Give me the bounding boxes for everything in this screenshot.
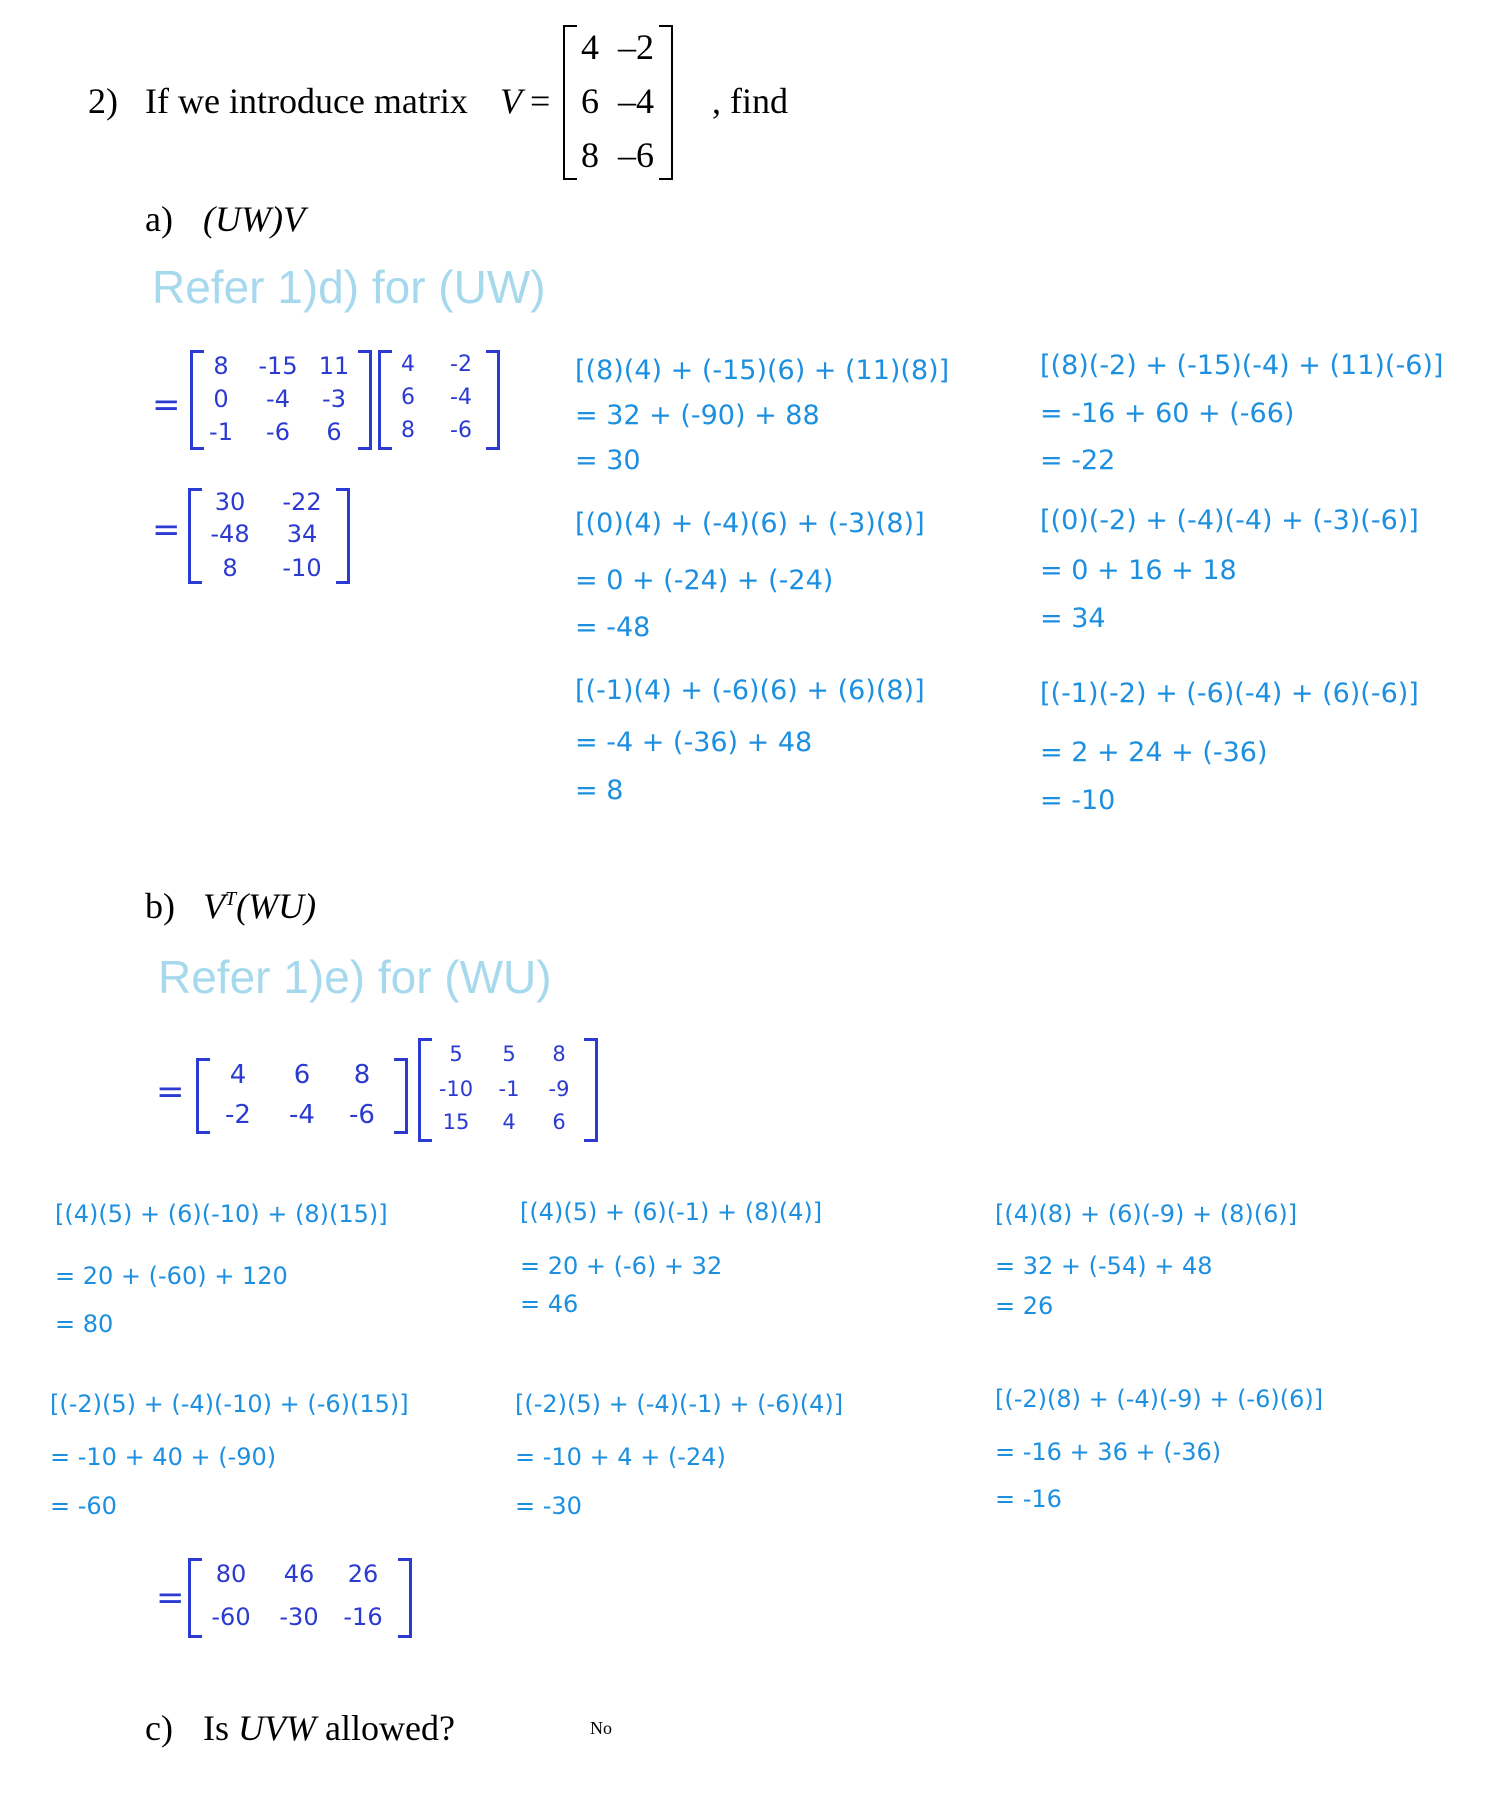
- work-answer: = -30: [515, 1492, 582, 1520]
- work-step: = -10 + 40 + (-90): [50, 1443, 277, 1471]
- matrix-v-hw-cell: -2: [450, 352, 472, 377]
- work-answer: = -10: [1040, 785, 1116, 816]
- work-expression: [(-1)(-2) + (-6)(-4) + (6)(-6)]: [1040, 678, 1419, 709]
- part-a-result-cell: 34: [286, 520, 318, 548]
- work-step: = -10 + 4 + (-24): [515, 1443, 726, 1471]
- part-b-eq-sign: =: [156, 1072, 185, 1112]
- work-step: = 32 + (-90) + 88: [575, 400, 820, 431]
- work-step: = -16 + 36 + (-36): [995, 1438, 1222, 1466]
- part-b-expr-base: V: [203, 886, 225, 926]
- work-expression: [(-2)(5) + (-4)(-10) + (-6)(15)]: [50, 1390, 409, 1418]
- part-b-result-cell: 46: [283, 1560, 315, 1588]
- part-a-refer-note: Refer 1)d) for (UW): [152, 261, 546, 313]
- matrix-uw-cell: -15: [258, 352, 298, 380]
- work-step: = 0 + 16 + 18: [1040, 555, 1237, 586]
- matrix-v-cell: –4: [618, 81, 654, 121]
- work-answer: = 30: [575, 445, 641, 476]
- matrix-uw-cell: -3: [322, 385, 346, 413]
- work-answer: = 34: [1040, 603, 1106, 634]
- matrix-uw-cell: -4: [266, 385, 290, 413]
- work-answer: = 80: [55, 1310, 114, 1338]
- part-a-result-right-bracket: [336, 488, 350, 584]
- matrix-vt-cell: 4: [229, 1060, 247, 1090]
- matrix-wu-cell: 5: [502, 1042, 516, 1066]
- problem-intro: If we introduce matrix: [145, 81, 468, 121]
- part-b-result-cell: -60: [211, 1603, 251, 1631]
- matrix-v-cell: –2: [618, 27, 654, 67]
- matrix-uw-cell: 0: [213, 385, 229, 413]
- matrix-uw-cell: -6: [266, 418, 290, 446]
- matrix-wu-cell: -10: [438, 1077, 474, 1101]
- work-step: = 2 + 24 + (-36): [1040, 737, 1268, 768]
- matrix-wu-cell: -9: [548, 1077, 570, 1101]
- matrix-v-hw-right-bracket: [486, 350, 500, 450]
- work-expression: [(-2)(8) + (-4)(-9) + (-6)(6)]: [995, 1385, 1324, 1413]
- matrix-vt-cell: -6: [349, 1100, 375, 1130]
- part-b-result-eq-sign: =: [156, 1578, 185, 1618]
- matrix-vt-cell: -4: [289, 1100, 315, 1130]
- work-expression: [(8)(-2) + (-15)(-4) + (11)(-6)]: [1040, 350, 1444, 381]
- matrix-v-hw-cell: -6: [450, 418, 472, 443]
- problem-number: 2): [88, 81, 118, 121]
- work-answer: = -22: [1040, 445, 1116, 476]
- part-b-result-cell: -16: [343, 1603, 383, 1631]
- matrix-vt-cell: 8: [353, 1060, 371, 1090]
- matrix-vt-cell: 6: [293, 1060, 311, 1090]
- work-answer: = 46: [520, 1290, 579, 1318]
- matrix-uw-cell: 6: [326, 418, 342, 446]
- matrix-v-cell: 4: [581, 27, 599, 67]
- part-a-result-cell: 30: [214, 488, 246, 516]
- part-c-question-var: UVW: [238, 1708, 316, 1748]
- work-expression: [(4)(5) + (6)(-1) + (8)(4)]: [520, 1198, 823, 1226]
- matrix-v-symbol: V: [500, 81, 522, 121]
- matrix-v-hw-cell: 8: [401, 418, 415, 443]
- matrix-uw-cell: 8: [213, 352, 229, 380]
- matrix-vt-right-bracket: [394, 1058, 408, 1134]
- work-expression: [(-2)(5) + (-4)(-1) + (-6)(4)]: [515, 1390, 844, 1418]
- part-a-result-cell: -22: [282, 488, 322, 516]
- work-step: = 0 + (-24) + (-24): [575, 565, 834, 596]
- part-b-expr-rest: (WU): [236, 886, 317, 926]
- part-a-label: a): [145, 199, 173, 239]
- matrix-v-equals: =: [530, 81, 551, 121]
- work-expression: [(4)(5) + (6)(-10) + (8)(15)]: [55, 1200, 388, 1228]
- work-answer: = 26: [995, 1292, 1054, 1320]
- problem-find: , find: [712, 81, 788, 121]
- matrix-v-hw-cell: 6: [401, 385, 415, 410]
- work-answer: = 8: [575, 775, 624, 806]
- matrix-wu-cell: 4: [502, 1110, 516, 1134]
- work-expression: [(0)(-2) + (-4)(-4) + (-3)(-6)]: [1040, 505, 1419, 536]
- matrix-uw-cell: -1: [209, 418, 233, 446]
- part-c-question: [203, 1707, 455, 1749]
- part-b-result-cell: 26: [347, 1560, 379, 1588]
- work-expression: [(8)(4) + (-15)(6) + (11)(8)]: [575, 355, 950, 386]
- work-step: = -4 + (-36) + 48: [575, 727, 813, 758]
- work-step: = 32 + (-54) + 48: [995, 1252, 1213, 1280]
- matrix-wu-right-bracket: [584, 1038, 598, 1142]
- part-a-result-cell: -48: [210, 520, 250, 548]
- matrix-v-cell: 8: [581, 135, 599, 175]
- matrix-wu-cell: 15: [442, 1110, 470, 1134]
- matrix-v-hw-cell: -4: [450, 385, 472, 410]
- matrix-v-cell: –6: [618, 135, 654, 175]
- part-a-expression: (UW)V: [203, 199, 305, 239]
- part-c-question-post: allowed?: [324, 1708, 455, 1748]
- matrix-v-right-bracket: [659, 25, 673, 180]
- part-b-result-cell: -30: [279, 1603, 319, 1631]
- work-expression: [(0)(4) + (-4)(6) + (-3)(8)]: [575, 508, 925, 539]
- work-answer: = -60: [50, 1492, 117, 1520]
- part-b-refer-note: Refer 1)e) for (WU): [158, 951, 552, 1003]
- matrix-wu-cell: -1: [498, 1077, 520, 1101]
- part-c-answer: No: [590, 1718, 612, 1738]
- part-b-result-cell: 80: [215, 1560, 247, 1588]
- part-b-expr-superscript: T: [225, 888, 237, 910]
- part-b-expression: [203, 885, 316, 927]
- matrix-uw-cell: 11: [318, 352, 350, 380]
- part-c-label: c): [145, 1708, 173, 1748]
- work-expression: [(4)(8) + (6)(-9) + (8)(6)]: [995, 1200, 1298, 1228]
- part-a-result-cell: -10: [282, 554, 322, 582]
- part-c-question-pre: Is: [203, 1708, 229, 1748]
- matrix-wu-cell: 6: [552, 1110, 566, 1134]
- work-step: = 20 + (-60) + 120: [55, 1262, 288, 1290]
- work-answer: = -16: [995, 1485, 1062, 1513]
- work-step: = -16 + 60 + (-66): [1040, 398, 1295, 429]
- matrix-vt-cell: -2: [225, 1100, 251, 1130]
- part-b-result-right-bracket: [398, 1558, 412, 1638]
- part-a-eq-sign: =: [152, 385, 181, 425]
- matrix-vt-left-bracket: [196, 1058, 210, 1134]
- part-a-result-eq-sign: =: [152, 510, 181, 550]
- matrix-wu-cell: 5: [449, 1042, 463, 1066]
- work-answer: = -48: [575, 612, 651, 643]
- matrix-wu-cell: 8: [552, 1042, 566, 1066]
- work-step: = 20 + (-6) + 32: [520, 1252, 723, 1280]
- matrix-uw-right-bracket: [358, 350, 372, 450]
- matrix-v-cell: 6: [581, 81, 599, 121]
- work-expression: [(-1)(4) + (-6)(6) + (6)(8)]: [575, 675, 925, 706]
- matrix-v-hw-cell: 4: [401, 352, 415, 377]
- part-b-label: b): [145, 886, 175, 926]
- part-a-result-cell: 8: [222, 554, 238, 582]
